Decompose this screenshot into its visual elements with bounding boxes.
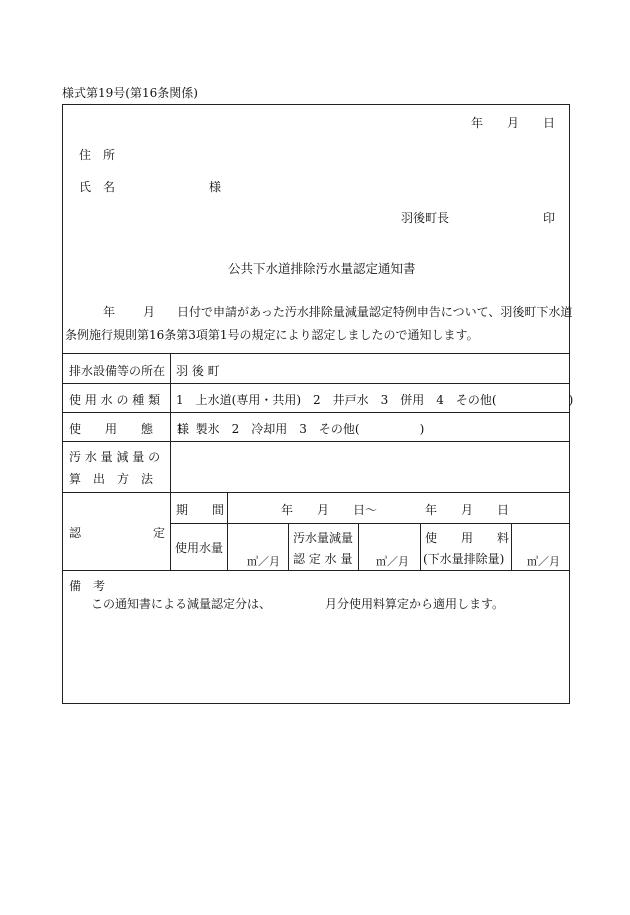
divider [170,523,569,524]
seal-mark: 印 [543,211,556,225]
body-line1: 日付で申請があった汚水排除量減量認定特例申告について、羽後町下水道 [177,305,573,319]
address-label: 住 所 [79,148,116,162]
cert-label-left: 認 [69,526,82,540]
fee-label-line1: 使 用 料 [425,531,510,545]
column-divider [170,353,171,570]
reduced-label-line1: 汚水量減量 [293,531,354,545]
column-divider [358,523,359,570]
honorific: 様 [209,180,222,194]
name-label: 氏 名 [79,180,116,194]
usage-water-label: 使用水量 [175,541,224,555]
method-label-line1: 汚 水 量 減 量 の [69,450,161,464]
unit-reduced: ㎥／月 [376,555,409,568]
remarks-text: この通知書による減量認定分は、 月分使用料算定から適用します。 [91,597,505,611]
date-month: 月 [507,116,520,130]
divider [63,441,569,442]
form-number-label: 様式第19号(第16条関係) [62,86,198,100]
unit-fee: ㎥／月 [527,555,560,568]
period-value: 年 月 日～ 年 月 日 [281,503,510,517]
body-year: 年 [103,305,116,319]
cert-label-right: 定 [153,526,166,540]
divider [63,353,569,354]
method-label-line2: 算 出 方 法 [69,472,154,486]
body-line2: 条例施行規則第16条第3項第1号の規定により認定しましたので通知します。 [65,328,479,342]
column-divider [227,492,228,570]
period-label: 期 間 [176,503,225,517]
date-year: 年 [471,116,484,130]
water-type-value: 1 上水道(専用・共用) 2 井戸水 3 併用 4 その他( ) [176,393,574,407]
water-type-label: 使 用 水 の 種 類 [69,393,161,407]
usage-value: 1 製氷 2 冷却用 3 その他( ) [176,422,425,436]
divider [63,383,569,384]
column-divider [288,523,289,570]
fee-label-line2: (下水量排除量) [423,552,505,566]
body-month: 月 [143,305,156,319]
reduced-label-line2: 認 定 水 量 [293,552,353,566]
divider [63,412,569,413]
remarks-label: 備 考 [69,579,106,593]
issuer: 羽後町長 [401,211,450,225]
column-divider [511,523,512,570]
document-title: 公共下水道排除汚水量認定通知書 [228,261,416,276]
date-day: 日 [543,116,556,130]
notice-form [62,104,574,704]
usage-label: 使 用 態 様 [69,422,190,436]
unit-usage-water: ㎥／月 [247,555,280,568]
divider [63,492,569,493]
location-value: 羽 後 町 [176,364,220,378]
divider [63,570,569,571]
column-divider [420,523,421,570]
location-label: 排水設備等の所在 [69,364,166,378]
